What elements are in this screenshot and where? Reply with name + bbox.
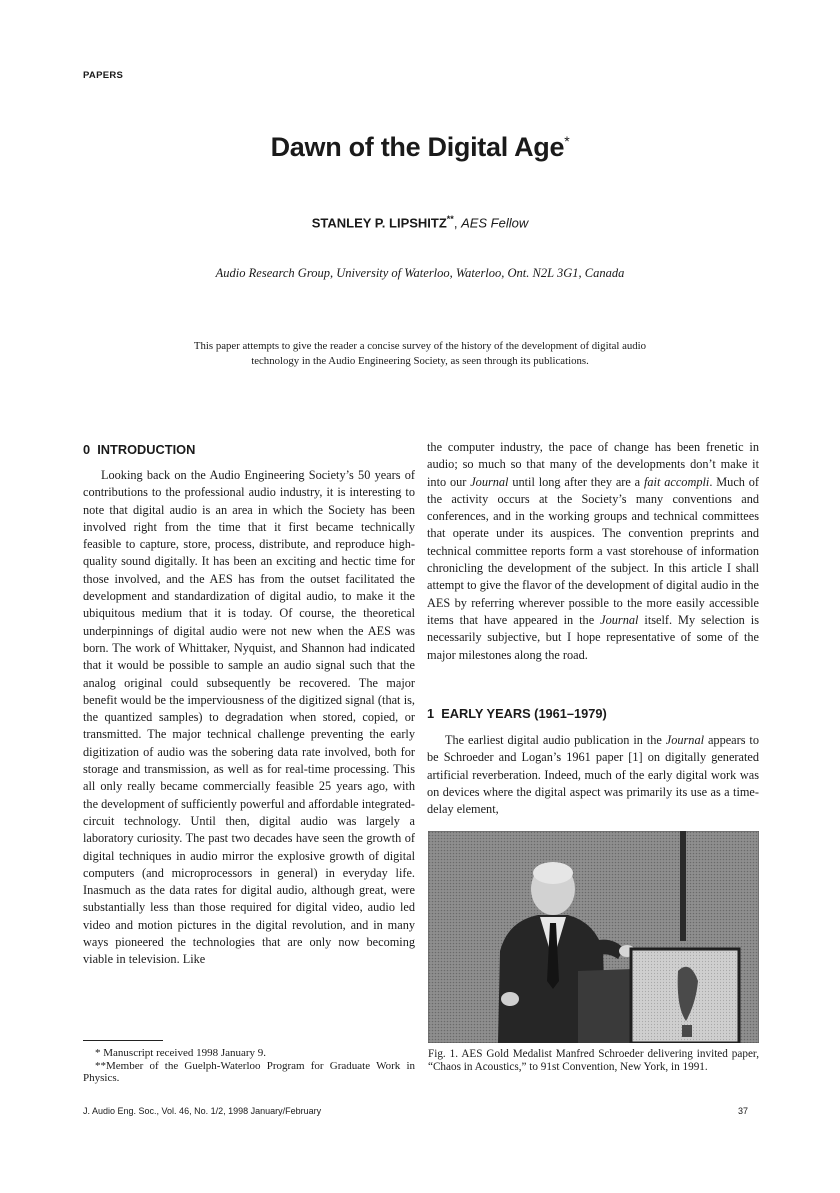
journal-reference: J. Audio Eng. Soc., Vol. 46, No. 1/2, 1998 January/February — [83, 1106, 322, 1116]
section-label: PAPERS — [83, 70, 124, 81]
right-column-continuation — [427, 439, 759, 664]
section-number: 1 — [427, 706, 435, 721]
footnote-rule — [83, 1040, 163, 1041]
title-footnote-mark: * — [564, 133, 570, 149]
footnotes — [83, 1047, 415, 1085]
left-column — [83, 467, 415, 969]
page-number: 37 — [738, 1106, 749, 1116]
figure-photo — [428, 831, 759, 1043]
early-years-paragraph: The earliest digital audio publication in the Journal appears to be Schroeder and Logan’s 1961 paper [1] on digitally generated artificial reverberation. Indeed, much of the early digital work was on devices where the digital aspect was primarily its use as a time-delay element, — [427, 733, 760, 817]
section-title: EARLY YEARS (1961–1979) — [441, 706, 607, 721]
author-name: STANLEY P. LIPSHITZ — [311, 215, 447, 231]
section-heading-introduction — [83, 442, 195, 457]
figure-caption: Fig. 1. AES Gold Medalist Manfred Schroeder delivering invited paper, “Chaos in Acoustics,” to 91st Convention, New York, in 1991. — [428, 1048, 759, 1073]
affiliation: Audio Research Group, University of Waterloo, Waterloo, Ont. N2L 3G1, Canada — [215, 266, 625, 280]
section-title: INTRODUCTION — [97, 442, 196, 457]
author-line — [0, 214, 840, 230]
section-number: 0 — [83, 442, 91, 457]
author-separator: , — [453, 215, 458, 231]
author-footnote-mark: ** — [446, 214, 454, 224]
paper-title — [0, 132, 840, 163]
footnote-manuscript: * Manuscript received 1998 January 9. — [95, 1047, 267, 1059]
title-text: Dawn of the Digital Age — [270, 132, 565, 162]
section-heading-early-years — [427, 706, 607, 721]
author-title: AES Fellow — [461, 215, 529, 231]
intro-paragraph-continued: the computer industry, the pace of change has been frenetic in audio; so much so that many of the developments don’t make it into our Journal until long after they are a fait accompli. Much of the activity occurs at the Society’s many conventions and conferences, and in the working groups and technical committees that operate under its auspices. The convention preprints and technical committee reports form a vast storehouse of information chronicling the development of the subject. In this article I shall attempt to give the flavor of the development of digital audio in the AES by referring wherever possible to the more easily accessible items that have appeared in the Journal itself. My selection is necessarily subjective, but I hope representative of some of the major milestones along the road. — [427, 440, 760, 662]
photo-schroeder-lecture — [428, 831, 759, 1043]
abstract: This paper attempts to give the reader a concise survey of the history of the development of digital audio technology in the Audio Engineering Society, as seen through its publications. — [193, 340, 647, 367]
intro-paragraph: Looking back on the Audio Engineering Society’s 50 years of contributions to the professional audio industry, it is interesting to note that digital audio is an area in which the Society has been involved right from the time that it first became technically feasible to capture, store, process, distribute, and reproduce high-quality sound digitally. It has been an exciting and hectic time for those involved, and the AES has from the outset facilitated the development and standardization of digital audio, to make it the ubiquitous medium that it is today. Of course, the theoretical underpinnings of digital audio were not new when the AES was born. The work of Whittaker, Nyquist, and Shannon had indicated that it would be possible to sample an audio signal such that the analog original could subsequently be recovered. The major benefit would be the imperviousness of the digitized signal (that is, the quantized samples) to degradation when stored, copied, or transmitted. The major technical challenge preventing the early digitization of audio was the sobering data rate involved, both for storage and transmission, as well as for real-time processing. This all only really became commercially feasible 25 years ago, with the development of sufficiently powerful and affordable integrated-circuit technology. Until then, digital audio was largely a laboratory curiosity. The past two decades have seen the growth of digital techniques in audio mirror the explosive growth of digital computers (and microprocessors in general) in everyday life. Inasmuch as the data rates for digital audio, although great, were substantially less than those required for digital video, audio led video and motion pictures in the digital revolution, and in many ways pioneered the technologies that are only now becoming viable in television. Like — [83, 468, 415, 967]
footnote-author: **Member of the Guelph-Waterloo Program for Graduate Work in Physics. — [83, 1059, 415, 1084]
early-years-body — [427, 732, 759, 818]
